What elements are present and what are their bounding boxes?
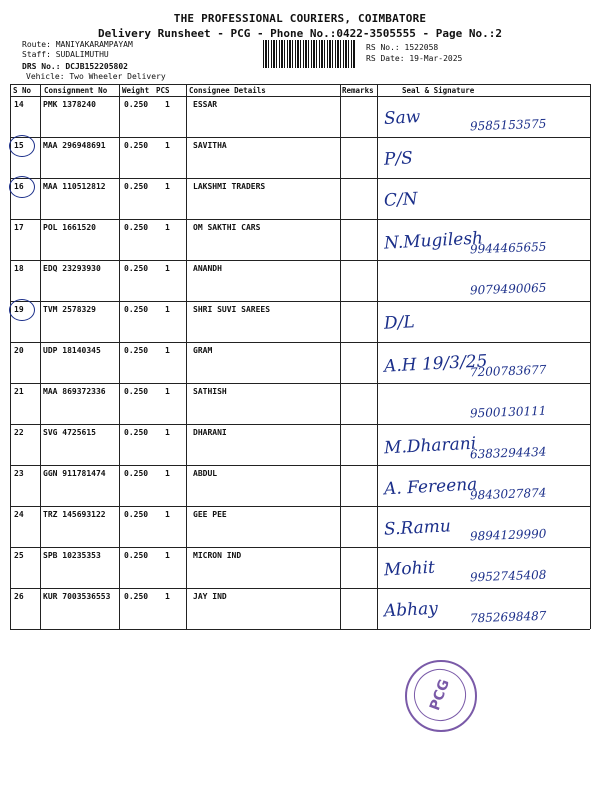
consignment-cell: TRZ 145693122 — [43, 510, 106, 519]
header-sno: S No — [13, 86, 32, 95]
row-rule — [10, 178, 590, 179]
consignment-cell: MAA 110512812 — [43, 182, 106, 191]
weight-cell: 0.250 — [124, 510, 149, 519]
row-rule — [10, 547, 590, 548]
pcg-stamp — [405, 660, 477, 732]
sno-cell: 17 — [14, 223, 24, 232]
consignment-cell: PMK 1378240 — [43, 100, 96, 109]
weight-cell: 0.250 — [124, 223, 149, 232]
signature-phone: 9585153575 — [469, 116, 547, 134]
rs-number: RS No.: 1522058 — [366, 43, 439, 52]
header-consignment: Consignment No — [44, 86, 108, 95]
row-rule — [10, 588, 590, 589]
header-remarks: Remarks — [342, 86, 374, 95]
sno-cell: 26 — [14, 592, 24, 601]
pcs-cell: 1 — [165, 346, 170, 355]
row-rule — [10, 506, 590, 507]
weight-cell: 0.250 — [124, 592, 149, 601]
signature-text: D/L — [383, 312, 416, 334]
pcs-cell: 1 — [165, 141, 170, 150]
signature-text: M.Dharani — [383, 433, 477, 459]
weight-cell: 0.250 — [124, 387, 149, 396]
signature-phone: 9079490065 — [469, 280, 547, 298]
signature-text: P/S — [383, 148, 414, 170]
table-bottom-rule — [10, 629, 590, 630]
circle-mark — [9, 299, 35, 321]
table-top-rule — [10, 84, 590, 85]
pcs-cell: 1 — [165, 469, 170, 478]
consignee-cell: ESSAR — [193, 100, 218, 109]
sno-cell: 22 — [14, 428, 24, 437]
consignee-cell: DHARANI — [193, 428, 227, 437]
consignee-cell: JAY IND — [193, 592, 227, 601]
table-header-rule — [10, 96, 590, 97]
signature-phone: 9843027874 — [469, 485, 547, 503]
barcode — [263, 40, 356, 68]
signature-phone: 9944465655 — [469, 239, 547, 257]
consignment-cell: POL 1661520 — [43, 223, 96, 232]
row-rule — [10, 301, 590, 302]
weight-cell: 0.250 — [124, 469, 149, 478]
signature-phone: 9894129990 — [469, 526, 547, 544]
weight-cell: 0.250 — [124, 182, 149, 191]
pcs-cell: 1 — [165, 510, 170, 519]
signature-text: N.Mugilesh — [383, 228, 484, 254]
circle-mark — [9, 135, 35, 157]
route-label: Route: MANIYAKARAMPAYAM — [22, 40, 133, 49]
consignee-cell: SAVITHA — [193, 141, 227, 150]
consignment-cell: MAA 869372336 — [43, 387, 106, 396]
pcs-cell: 1 — [165, 387, 170, 396]
vehicle-label: Vehicle: Two Wheeler Delivery — [26, 72, 166, 81]
consignment-cell: SPB 10235353 — [43, 551, 101, 560]
company-title: THE PROFESSIONAL COURIERS, COIMBATORE — [173, 12, 427, 25]
header-consignee: Consignee Details — [189, 86, 266, 95]
consignment-cell: MAA 296948691 — [43, 141, 106, 150]
pcs-cell: 1 — [165, 182, 170, 191]
weight-cell: 0.250 — [124, 305, 149, 314]
row-rule — [10, 137, 590, 138]
consignment-cell: UDP 18140345 — [43, 346, 101, 355]
sno-cell: 15 — [14, 141, 24, 150]
signature-text: C/N — [383, 189, 419, 211]
signature-phone: 6383294434 — [469, 444, 547, 462]
consignee-cell: MICRON IND — [193, 551, 242, 560]
weight-cell: 0.250 — [124, 551, 149, 560]
consignee-cell: SHRI SUVI SAREES — [193, 305, 271, 314]
sno-cell: 20 — [14, 346, 24, 355]
row-rule — [10, 383, 590, 384]
sno-cell: 19 — [14, 305, 24, 314]
consignee-cell: ANANDH — [193, 264, 222, 273]
pcs-cell: 1 — [165, 428, 170, 437]
signature-text: Saw — [383, 107, 421, 129]
header-weight: Weight — [122, 86, 150, 95]
consignee-cell: GEE PEE — [193, 510, 227, 519]
weight-cell: 0.250 — [124, 100, 149, 109]
signature-text: A.H 19/3/25 — [383, 351, 488, 377]
col-divider — [590, 84, 591, 629]
signature-phone: 7852698487 — [469, 608, 547, 626]
row-rule — [10, 424, 590, 425]
pcs-cell: 1 — [165, 264, 170, 273]
weight-cell: 0.250 — [124, 141, 149, 150]
consignment-cell: GGN 911781474 — [43, 469, 106, 478]
sno-cell: 14 — [14, 100, 24, 109]
row-rule — [10, 219, 590, 220]
pcs-cell: 1 — [165, 223, 170, 232]
header-pcs: PCS — [156, 86, 170, 95]
runsheet-subtitle: Delivery Runsheet - PCG - Phone No.:0422-3505555 - Page No.:2 — [98, 27, 502, 40]
stamp-text: PCG — [407, 662, 474, 729]
consignee-cell: GRAM — [193, 346, 213, 355]
consignee-cell: SATHISH — [193, 387, 227, 396]
pcs-cell: 1 — [165, 592, 170, 601]
consignment-cell: SVG 4725615 — [43, 428, 96, 437]
drs-label: DRS No.: DCJB152205802 — [22, 62, 128, 71]
consignment-cell: EDQ 23293930 — [43, 264, 101, 273]
consignment-cell: TVM 2578329 — [43, 305, 96, 314]
circle-mark — [9, 176, 35, 198]
sno-cell: 23 — [14, 469, 24, 478]
consignment-cell: KUR 7003536553 — [43, 592, 111, 601]
row-rule — [10, 342, 590, 343]
signature-text: Mohit — [383, 557, 436, 581]
consignee-cell: OM SAKTHI CARS — [193, 223, 261, 232]
weight-cell: 0.250 — [124, 264, 149, 273]
consignee-cell: LAKSHMI TRADERS — [193, 182, 266, 191]
weight-cell: 0.250 — [124, 428, 149, 437]
signature-text: A. Fereena — [383, 474, 478, 500]
sno-cell: 16 — [14, 182, 24, 191]
header-signature: Seal & Signature — [402, 86, 475, 95]
sno-cell: 25 — [14, 551, 24, 560]
pcs-cell: 1 — [165, 305, 170, 314]
signature-text: Abhay — [383, 598, 439, 622]
staff-label: Staff: SUDALIMUTHU — [22, 50, 109, 59]
row-rule — [10, 465, 590, 466]
signature-phone: 7200783677 — [469, 362, 547, 380]
signature-text: S.Ramu — [383, 516, 452, 540]
row-rule — [10, 260, 590, 261]
signature-phone: 9500130111 — [469, 403, 547, 421]
pcs-cell: 1 — [165, 551, 170, 560]
weight-cell: 0.250 — [124, 346, 149, 355]
signature-phone: 9952745408 — [469, 567, 547, 585]
pcs-cell: 1 — [165, 100, 170, 109]
sno-cell: 24 — [14, 510, 24, 519]
sno-cell: 21 — [14, 387, 24, 396]
sno-cell: 18 — [14, 264, 24, 273]
consignee-cell: ABDUL — [193, 469, 218, 478]
rs-date: RS Date: 19-Mar-2025 — [366, 54, 463, 63]
